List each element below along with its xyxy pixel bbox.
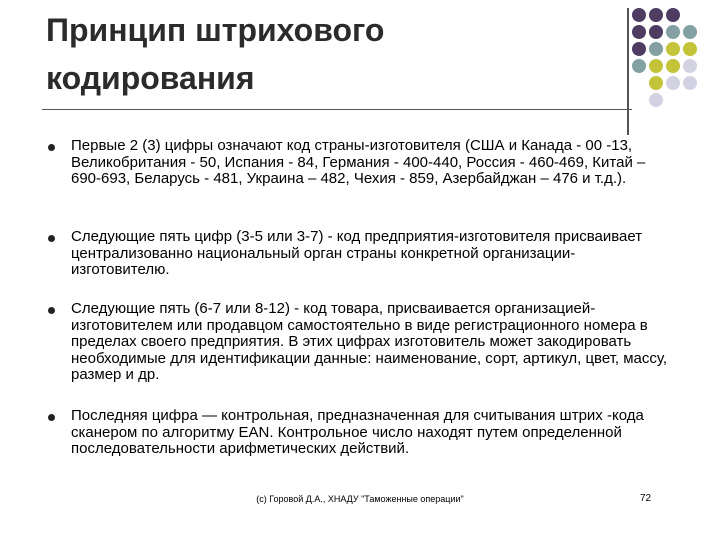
decorative-dot <box>632 59 646 73</box>
decorative-dot <box>666 76 680 90</box>
decorative-dot <box>683 42 697 56</box>
decorative-dot <box>632 8 646 22</box>
decorative-dot <box>666 59 680 73</box>
decorative-dot <box>683 76 697 90</box>
bullet-text: Первые 2 (3) цифры означают код страны-изготовителя (США и Канада - 00 -13, Великобритания - 50, Испания - 84, Германия - 400-440, Россия - 460-469, Китай – 690-693, Беларусь - 481, Украина – 482, Чехия - 859, Азербайджан – 476 и т.д.). <box>71 137 646 187</box>
decorative-dot <box>683 59 697 73</box>
bullet-text: Следующие пять цифр (3-5 или 3-7) - код предприятия-изготовителя присваивает централизованно национальный орган страны конкретной организации-изготовителю. <box>71 228 643 278</box>
decorative-dot <box>649 59 663 73</box>
slide-title-line-1: Принцип штрихового <box>46 12 385 48</box>
decorative-dot <box>649 93 663 107</box>
slide-title-line-2: кодирования <box>46 60 255 96</box>
footer-credit: (c) Горовой Д.А., ХНАДУ "Таможенные операции" <box>256 494 464 504</box>
bullet-text: Следующие пять (6-7 или 8-12) - код товара, присваивается организацией-изготовителем или продавцом самостоятельно в виде регистрационного номера в пределах своего предприятия. В этих цифрах изготовитель может закодировать необходимые для идентификации данные: наименование, сорт, артикул, цвет, массу, размер и др. <box>71 300 668 383</box>
page-number: 72 <box>640 493 652 504</box>
decorative-dot <box>666 8 680 22</box>
bullet-icon <box>48 414 55 421</box>
decorative-dot <box>666 25 680 39</box>
decorative-dot <box>649 42 663 56</box>
decorative-dot <box>632 42 646 56</box>
decorative-dot <box>649 8 663 22</box>
decorative-dot <box>666 42 680 56</box>
bullet-icon <box>48 144 55 151</box>
bullet-icon <box>48 235 55 242</box>
decorative-dot <box>649 76 663 90</box>
slide-title <box>46 6 566 102</box>
bullet-icon <box>48 307 55 314</box>
decorative-dot <box>649 25 663 39</box>
decorative-horizontal-line <box>42 109 632 110</box>
decorative-dot-grid <box>632 8 720 118</box>
decorative-dot <box>683 25 697 39</box>
decorative-vertical-line <box>627 8 629 135</box>
bullet-text: Последняя цифра — контрольная, предназначенная для считывания штрих -кода сканером по алгоритму EAN. Контрольное число находят путем определенной последовательности арифметических действий. <box>71 407 644 457</box>
decorative-dot <box>632 25 646 39</box>
